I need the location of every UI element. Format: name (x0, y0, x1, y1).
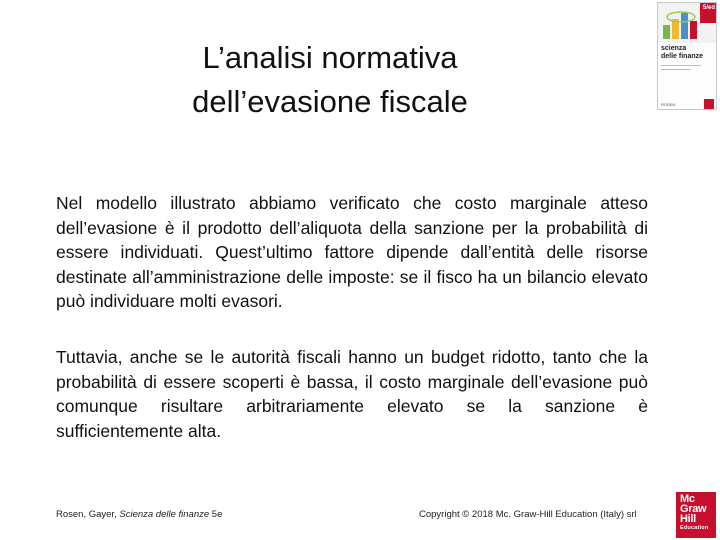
cover-title-line-1: scienza (661, 45, 687, 52)
book-cover-thumbnail (657, 2, 717, 110)
logo-line-2: Graw (680, 503, 707, 515)
slide-title (130, 36, 530, 124)
cover-publisher-logo (704, 99, 714, 109)
logo-line-1: Mc (680, 493, 695, 505)
cover-text-line (661, 69, 691, 70)
logo-line-4: Education (680, 525, 709, 531)
cover-edition-tab (700, 3, 716, 23)
cover-edition-badge: 5/ed (702, 5, 715, 11)
logo-line-3: Hill (680, 513, 696, 525)
paragraph-1: Nel modello illustrato abbiamo verificato che costo marginale atteso dell’evasione è il prodotto dell’aliquota della sanzione per la probabilità di essere individuati. Quest’ultimo fattore dipende dall’entità delle risorse destinate all’amministrazione delle imposte: se il fisco ha un bilancio elevato può individuare molti evasori. (56, 193, 648, 311)
footer-copyright: Copyright © 2018 Mc. Graw-Hill Education (Italy) srl (419, 509, 637, 520)
cover-chart-graphic (661, 7, 701, 41)
cover-authors: ROSEN (661, 102, 676, 107)
cover-title-line-2: delle finanze (661, 53, 704, 60)
cover-text-line (661, 65, 701, 66)
title-line-2: dell’evasione fiscale (192, 84, 468, 119)
mcgraw-hill-logo (676, 492, 716, 538)
title-line-1: L’analisi normativa (202, 40, 458, 75)
paragraph-2: Tuttavia, anche se le autorità fiscali hanno un budget ridotto, tanto che la probabilità di essere scoperti è bassa, il costo marginale dell’evasione può comunque risultare arbitrariamente elevato se la sanzione è sufficientemente alta. (56, 347, 648, 441)
footer-book-title: Scienza delle finanze (119, 509, 210, 520)
footer-edition: 5e (209, 509, 223, 520)
footer-authors: Rosen, Gayer, (56, 509, 120, 520)
footer-citation (56, 509, 222, 520)
